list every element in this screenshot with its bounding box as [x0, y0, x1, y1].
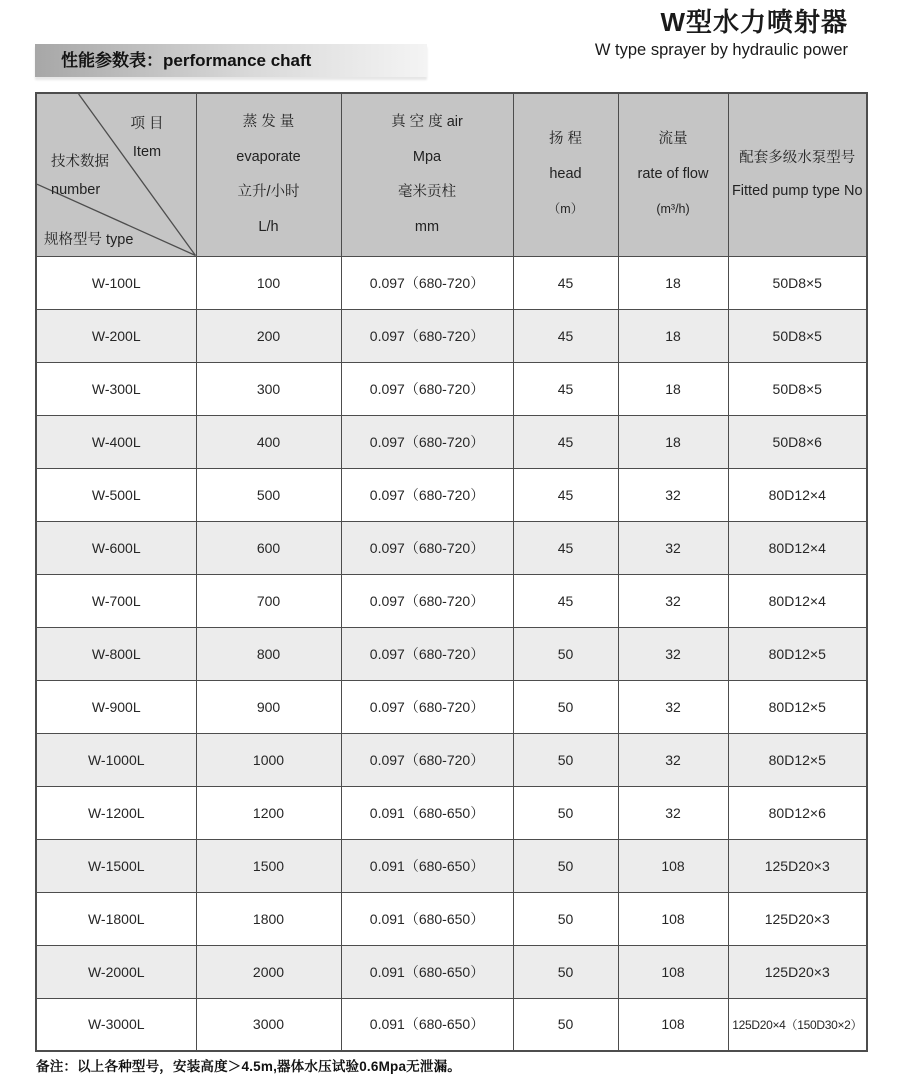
table-row	[36, 839, 867, 892]
cell-head: 45	[513, 468, 618, 521]
cell-head: 45	[513, 415, 618, 468]
corner-label-item	[111, 110, 183, 166]
cell-flow: 32	[618, 468, 728, 521]
cell-model: W-200L	[36, 309, 196, 362]
cell-flow: 108	[618, 892, 728, 945]
table-row	[36, 468, 867, 521]
cell-flow: 108	[618, 839, 728, 892]
cell-vacuum: 0.091（680-650）	[341, 892, 513, 945]
table-row	[36, 627, 867, 680]
table-row	[36, 309, 867, 362]
cell-head: 45	[513, 574, 618, 627]
cell-pump: 80D12×5	[728, 733, 867, 786]
cell-evaporate: 900	[196, 680, 341, 733]
cell-evaporate: 500	[196, 468, 341, 521]
page-title: W型水力喷射器	[660, 7, 848, 37]
corner-item-cn: 项 目	[130, 116, 164, 132]
cell-head: 45	[513, 256, 618, 309]
table-row	[36, 680, 867, 733]
cell-vacuum: 0.097（680-720）	[341, 256, 513, 309]
cell-pump: 125D20×3	[728, 945, 867, 998]
cell-evaporate: 3000	[196, 998, 341, 1051]
cell-head: 45	[513, 362, 618, 415]
cell-flow: 18	[618, 256, 728, 309]
table-row	[36, 945, 867, 998]
cell-evaporate: 1500	[196, 839, 341, 892]
cell-vacuum: 0.097（680-720）	[341, 362, 513, 415]
cell-model: W-600L	[36, 521, 196, 574]
cell-pump: 80D12×6	[728, 786, 867, 839]
cell-model: W-300L	[36, 362, 196, 415]
cell-model: W-3000L	[36, 998, 196, 1051]
cell-head: 50	[513, 786, 618, 839]
cell-model: W-900L	[36, 680, 196, 733]
cell-pump: 50D8×5	[728, 256, 867, 309]
cell-head: 50	[513, 839, 618, 892]
cell-pump: 50D8×5	[728, 309, 867, 362]
cell-model: W-800L	[36, 627, 196, 680]
table-row	[36, 362, 867, 415]
cell-pump: 80D12×4	[728, 521, 867, 574]
cell-head: 50	[513, 892, 618, 945]
footnote: 备注：以上各种型号，安装高度＞4.5m,器体水压试验0.6Mpa无泄漏。	[36, 1059, 461, 1074]
cell-head: 45	[513, 309, 618, 362]
cell-vacuum: 0.097（680-720）	[341, 574, 513, 627]
corner-label-type: 规格型号 type	[44, 231, 134, 248]
cell-head: 50	[513, 998, 618, 1051]
corner-number-cn: 技术数据	[51, 154, 109, 170]
cell-vacuum: 0.091（680-650）	[341, 998, 513, 1051]
table-row	[36, 892, 867, 945]
cell-vacuum: 0.091（680-650）	[341, 945, 513, 998]
cell-evaporate: 1800	[196, 892, 341, 945]
cell-head: 45	[513, 521, 618, 574]
cell-evaporate: 600	[196, 521, 341, 574]
cell-head: 50	[513, 733, 618, 786]
cell-flow: 18	[618, 362, 728, 415]
table-row	[36, 415, 867, 468]
cell-model: W-1200L	[36, 786, 196, 839]
section-header-bar: 性能参数表：performance chaft	[35, 44, 427, 77]
table-header-row	[36, 93, 867, 256]
cell-vacuum: 0.097（680-720）	[341, 521, 513, 574]
table-row	[36, 256, 867, 309]
cell-evaporate: 1200	[196, 786, 341, 839]
cell-evaporate: 200	[196, 309, 341, 362]
cell-flow: 108	[618, 945, 728, 998]
cell-model: W-700L	[36, 574, 196, 627]
cell-evaporate: 2000	[196, 945, 341, 998]
cell-head: 50	[513, 680, 618, 733]
cell-pump: 80D12×5	[728, 627, 867, 680]
cell-pump: 80D12×5	[728, 680, 867, 733]
cell-evaporate: 1000	[196, 733, 341, 786]
col-header-vacuum: 真 空 度 air Mpa 毫米贡柱 mm	[341, 93, 513, 256]
cell-flow: 18	[618, 309, 728, 362]
table-row	[36, 521, 867, 574]
corner-label-number	[51, 148, 109, 204]
cell-flow: 32	[618, 521, 728, 574]
table-body	[36, 256, 867, 1051]
cell-model: W-1500L	[36, 839, 196, 892]
cell-evaporate: 100	[196, 256, 341, 309]
cell-vacuum: 0.097（680-720）	[341, 627, 513, 680]
cell-flow: 32	[618, 680, 728, 733]
cell-vacuum: 0.097（680-720）	[341, 415, 513, 468]
col-header-head: 扬 程 head （m）	[513, 93, 618, 256]
cell-vacuum: 0.097（680-720）	[341, 468, 513, 521]
cell-model: W-1000L	[36, 733, 196, 786]
cell-model: W-500L	[36, 468, 196, 521]
cell-evaporate: 400	[196, 415, 341, 468]
cell-vacuum: 0.097（680-720）	[341, 680, 513, 733]
cell-vacuum: 0.091（680-650）	[341, 839, 513, 892]
cell-pump: 125D20×3	[728, 839, 867, 892]
cell-model: W-1800L	[36, 892, 196, 945]
cell-flow: 32	[618, 733, 728, 786]
cell-head: 50	[513, 627, 618, 680]
table-row	[36, 786, 867, 839]
performance-table	[35, 92, 868, 1052]
cell-model: W-400L	[36, 415, 196, 468]
corner-header-cell	[36, 93, 196, 256]
cell-pump: 50D8×5	[728, 362, 867, 415]
cell-vacuum: 0.097（680-720）	[341, 309, 513, 362]
cell-pump: 125D20×4（150D30×2）	[728, 998, 867, 1051]
cell-pump: 80D12×4	[728, 574, 867, 627]
cell-flow: 18	[618, 415, 728, 468]
cell-vacuum: 0.097（680-720）	[341, 733, 513, 786]
col-header-flow: 流量 rate of flow (m³/h)	[618, 93, 728, 256]
cell-evaporate: 800	[196, 627, 341, 680]
cell-flow: 32	[618, 627, 728, 680]
cell-pump: 80D12×4	[728, 468, 867, 521]
cell-evaporate: 700	[196, 574, 341, 627]
cell-evaporate: 300	[196, 362, 341, 415]
corner-number-en: number	[51, 182, 101, 198]
cell-model: W-2000L	[36, 945, 196, 998]
table-row	[36, 998, 867, 1051]
document-titles	[595, 6, 848, 60]
cell-vacuum: 0.091（680-650）	[341, 786, 513, 839]
corner-item-en: Item	[132, 144, 162, 160]
col-header-pump: 配套多级水泵型号 Fitted pump type No	[728, 93, 867, 256]
col-header-evaporate: 蒸 发 量 evaporate 立升/小时 L/h	[196, 93, 341, 256]
cell-head: 50	[513, 945, 618, 998]
cell-pump: 125D20×3	[728, 892, 867, 945]
cell-model: W-100L	[36, 256, 196, 309]
cell-flow: 32	[618, 786, 728, 839]
cell-flow: 32	[618, 574, 728, 627]
cell-flow: 108	[618, 998, 728, 1051]
cell-pump: 50D8×6	[728, 415, 867, 468]
page-subtitle: W type sprayer by hydraulic power	[594, 40, 848, 59]
table-row	[36, 574, 867, 627]
table-row	[36, 733, 867, 786]
